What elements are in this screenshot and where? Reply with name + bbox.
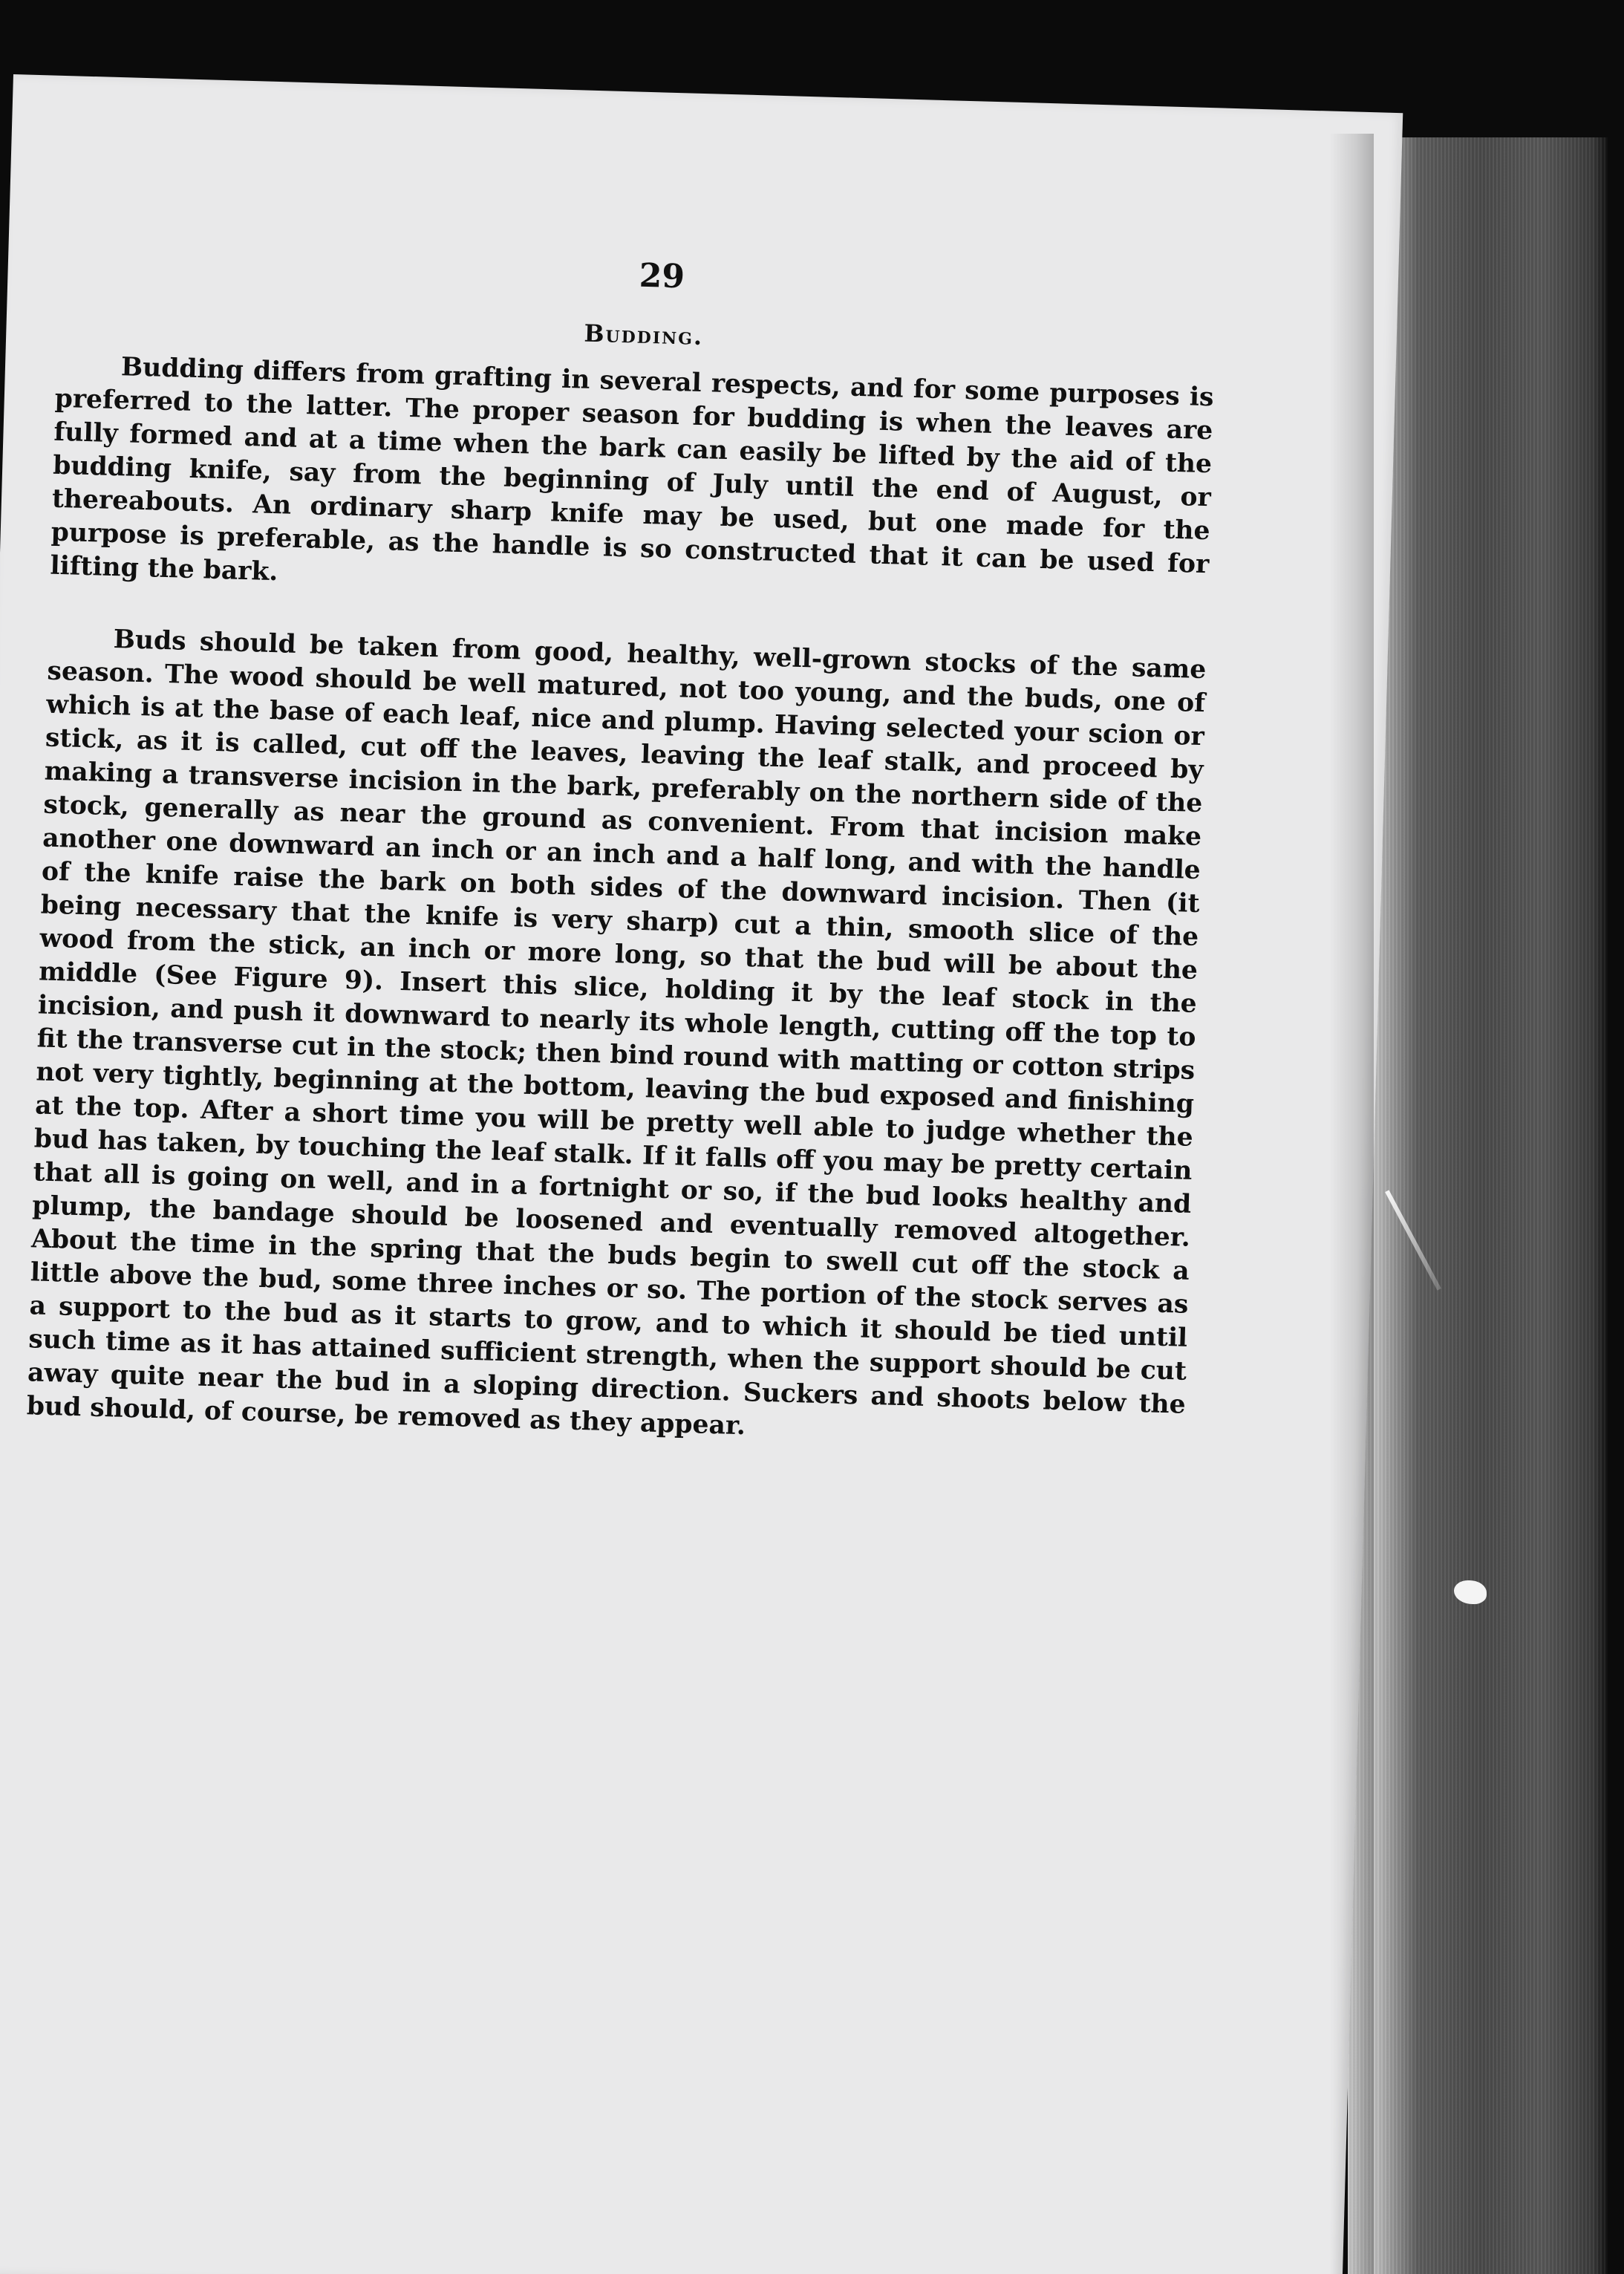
page-gutter-shadow bbox=[1329, 134, 1374, 2274]
paragraph-2-container bbox=[26, 622, 1207, 1456]
page-number: 29 bbox=[639, 256, 685, 296]
paragraph-1-container bbox=[50, 349, 1214, 615]
page-sheet bbox=[0, 74, 1403, 2274]
paragraph-2: Buds should be taken from good, healthy, well-grown stocks of the same season. The wood should be well matured, not too young, and the buds, one of which is at the base of each leaf, nice and plump. Having selected your scion or stick, as it is called, cut off the leaves, leaving the leaf stalk, and proceed by making a transverse incision in the bark, preferably on the northern side of the stock, generally as near the ground as convenient. From that incision make another one downward an inch or an inch and a half long, and with the handle of the knife raise the bark on both sides of the downward incision. Then (it being necessary that the knife is very sharp) cut a thin, smooth slice of the wood from the stick, an inch or more long, so that the bud will be about the middle (See Figure 9). Insert this slice, holding it by the leaf stock in the incision, and push it downward to nearly its whole length, cutting off the top to fit the transverse cut in the stock; then bind round with matting or cotton strips not very tightly, beginning at the bottom, leaving the bud exposed and finishing at the top. After a short time you will be pretty well able to judge whether the bud has taken, by touching the leaf stalk. If it falls off you may be pretty certain that all is going on well, and in a fortnight or so, if the bud looks healthy and plump, the bandage should be loosened and eventually removed altogether. About the time in the spring that the buds begin to swell cut off the stock a little above the bud, some three inches or so. The portion of the stock serves as a support to the bud as it starts to grow, and to which it should be tied until such time as it has attained sufficient strength, when the support should be cut away quite near the bud in a sloping direction. Suckers and shoots below the bud should, of course, be removed as they appear. bbox=[26, 625, 1207, 1441]
paragraph-1: Budding differs from grafting in several respects, and for some purposes is preferred to the latter. The proper season for budding is when the leaves are fully formed and at a time when the bark can easily be lifted by the aid of the budding knife, say from the beginning of July until the end of August, or thereabouts. An ordinary sharp knife may be used, but one made for the purpose is preferable, as the handle is so constructed that it can be used for lifting the bark. bbox=[49, 352, 1215, 587]
section-heading: Budding. bbox=[584, 319, 704, 351]
